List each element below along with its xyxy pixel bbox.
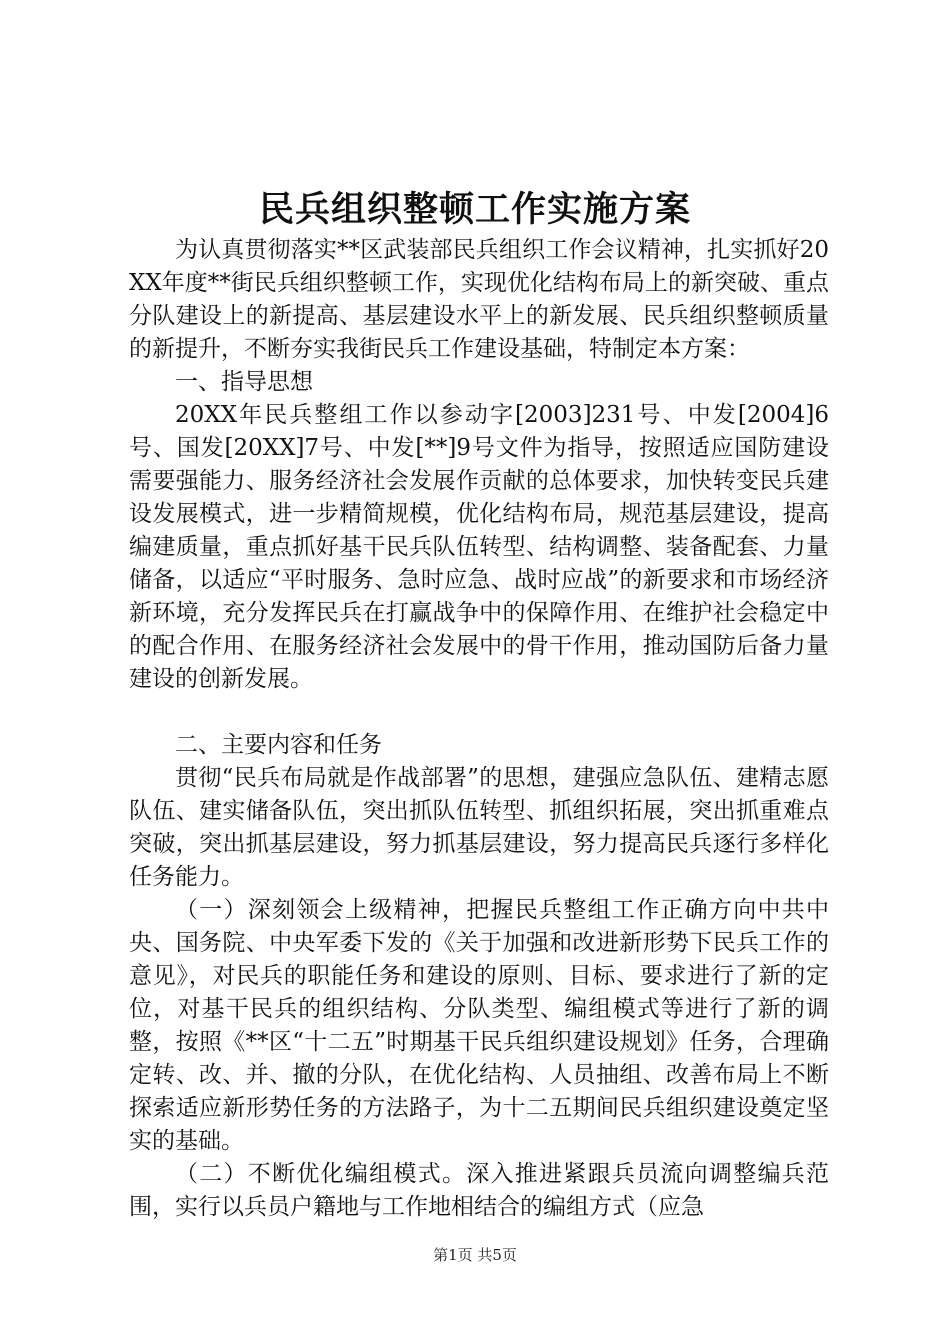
section-heading-main-content: 二、主要内容和任务 bbox=[175, 732, 382, 758]
intro-paragraph: 为认真贯彻落实**区武装部民兵组织工作会议精神，扎实抓好20XX年度**街民兵组织整顿工作，实现优化结构布局上的新突破、重点分队建设上的新提高、基层建设水平上的新发展、民兵组织整顿质量的新提升，不断夯实我街民兵工作建设基础，特制定本方案： bbox=[129, 237, 829, 362]
main-content-paragraph: 贯彻“民兵布局就是作战部署”的思想，建强应急队伍、建精志愿队伍、建实储备队伍，突出抓队伍转型、抓组织拓展，突出抓重难点突破，突出抓基层建设，努力抓基层建设，努力提高民兵逐行多样化任务能力。 bbox=[129, 765, 829, 890]
section-heading-guiding-ideology: 一、指导思想 bbox=[175, 369, 313, 395]
guiding-ideology-paragraph: 20XX年民兵整组工作以参动字[2003]231号、中发[2004]6号、国发[20XX]7号、中发[**]9号文件为指导，按照适应国防建设需要强能力、服务经济社会发展作贡献的总体要求，加快转变民兵建设发展模式，进一步精简规模，优化结构布局，规范基层建设，提高编建质量，重点抓好基干民兵队伍转型、结构调整、装备配套、力量储备，以适应“平时服务、急时应急、战时应战”的新要求和市场经济新环境，充分发挥民兵在打赢战争中的保障作用、在维护社会稳定中的配合作用、在服务经济社会发展中的骨干作用，推动国防后备力量建设的创新发展。 bbox=[129, 402, 829, 692]
subsection-1-paragraph: （一）深刻领会上级精神，把握民兵整组工作正确方向中共中央、国务院、中央军委下发的《关于加强和改进新形势下民兵工作的意见》，对民兵的职能任务和建设的原则、目标、要求进行了新的定位，对基干民兵的组织结构、分队类型、编组模式等进行了新的调整，按照《**区“十二五”时期基干民兵组织建设规划》任务，合理确定转、改、并、撤的分队，在优化结构、人员抽组、改善布局上不断探索适应新形势任务的方法路子，为十二五期间民兵组织建设奠定坚实的基础。 bbox=[129, 897, 829, 1154]
page-number-footer: 第1页 共5页 bbox=[433, 1246, 517, 1264]
document-title: 民兵组织整顿工作实施方案 bbox=[258, 189, 691, 230]
document-body bbox=[129, 234, 829, 1224]
subsection-2-paragraph: （二）不断优化编组模式。深入推进紧跟兵员流向调整编兵范围，实行以兵员户籍地与工作地相结合的编组方式（应急 bbox=[129, 1161, 829, 1220]
paragraph-spacer bbox=[129, 696, 829, 729]
